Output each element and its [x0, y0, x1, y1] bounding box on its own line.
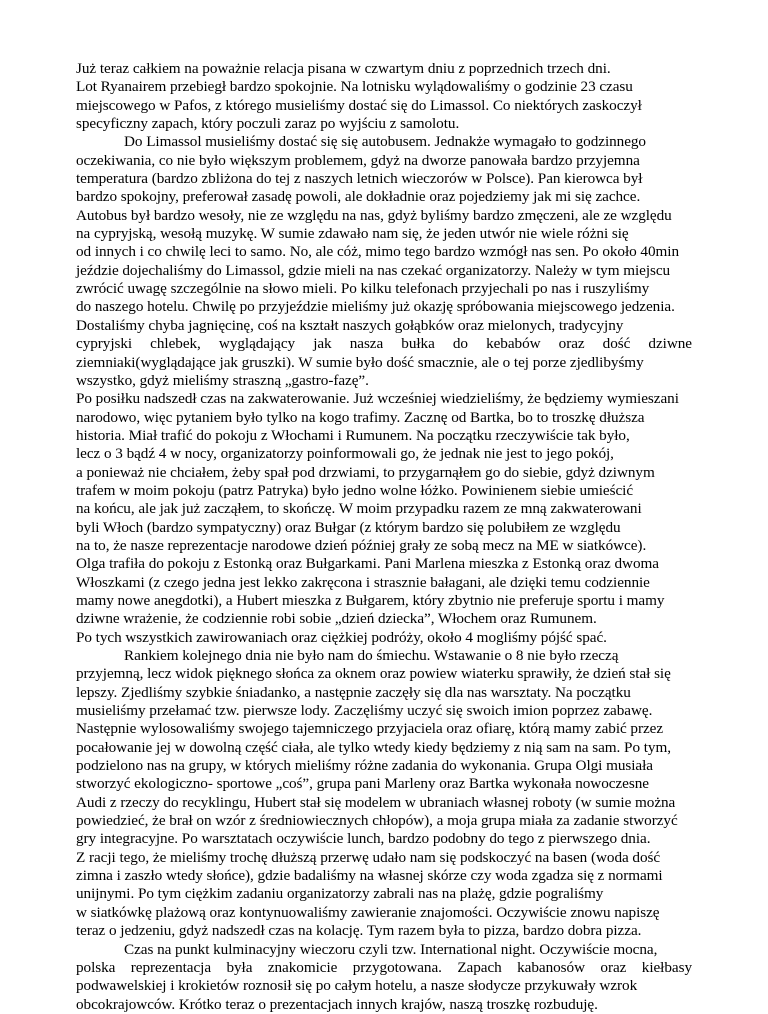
text-line: na to, że nasze reprezentacje narodowe dzień później grały ze sobą mecz na ME w siatkówce).: [76, 536, 647, 554]
text-line: pocałowanie jej w dowolną część ciała, ale tylko wtedy kiedy będziemy z nią sam na sam. Po tym,: [76, 738, 671, 756]
text-line: zimna i zaszło wtedy słońce), gdzie badaliśmy na własnej skórze czy woda zgadza się z normami: [76, 867, 663, 885]
text-line: cypryjski chlebek, wyglądający jak nasza bułka do kebabów oraz dość dziwne: [76, 335, 692, 353]
text-line: teraz o jedzeniu, gdyż nadszedł czas na kolację. Tym razem była to pizza, bardzo dobra pizza.: [76, 922, 642, 940]
text-line: miejscowego w Pafos, z którego musieliśmy dostać się do Limassol. Co niektórych zaskoczył: [76, 96, 642, 114]
text-line: wszystko, gdyż mieliśmy straszną „gastro-fazę”.: [76, 371, 369, 389]
text-line: musieliśmy przełamać tzw. pierwsze lody. Zaczęliśmy uczyć się swoich imion poprzez zabawę.: [76, 702, 653, 720]
text-line: Następnie wylosowaliśmy swojego tajemniczego przyjaciela oraz ofiarę, którą mamy zabić przez: [76, 720, 664, 738]
text-line: Autobus był bardzo wesoły, nie ze względu na nas, gdyż byliśmy bardzo zmęczeni, ale ze względu: [76, 206, 672, 224]
text-line: stworzyć ekologiczno- sportowe „coś”, grupa pani Marleny oraz Bartka wykonała nowoczesne: [76, 775, 649, 793]
document-text: [76, 60, 692, 1014]
text-line: bardzo spokojny, preferował zasadę powoli, ale dokładnie oraz pojedziemy jak mi się zachce.: [76, 188, 641, 206]
text-line: Olga trafiła do pokoju z Estonką oraz Bułgarkami. Pani Marlena mieszka z Estonką oraz dwoma: [76, 555, 659, 573]
text-line: Czas na punkt kulminacyjny wieczoru czyli tzw. International night. Oczywiście mocna,: [124, 940, 658, 958]
text-line: zwrócić uwagę szczególnie na słowo mieli. Po kilku telefonach przyjechali po nas i ruszyliśmy: [76, 280, 650, 298]
text-line: oczekiwania, co nie było większym problemem, gdyż na dworze panowała bardzo przyjemna: [76, 151, 640, 169]
text-line: Do Limassol musieliśmy dostać się się autobusem. Jednakże wymagało to godzinnego: [124, 133, 646, 151]
text-line: dziwne wrażenie, że codziennie robi sobie „dzień dziecka”, Włochem oraz Rumunem.: [76, 610, 597, 628]
text-line: obcokrajowców. Krótko teraz o prezentacjach innych krajów, naszą troszkę rozbuduję.: [76, 995, 598, 1013]
text-line: Rankiem kolejnego dnia nie było nam do śmiechu. Wstawanie o 8 nie było rzeczą: [124, 647, 619, 664]
text-line: Lot Ryanairem przebiegł bardzo spokojnie. Na lotnisku wylądowaliśmy o godzinie 23 czasu: [76, 78, 633, 96]
text-line: a ponieważ nie chciałem, żeby spał pod drzwiami, to przygarnąłem go do siebie, gdyż dziwnym: [76, 463, 655, 481]
text-line: Po posiłku nadszedł czas na zakwaterowanie. Już wcześniej wiedzieliśmy, że będziemy wymieszani: [76, 390, 679, 408]
text-line: na końcu, ale jak już zacząłem, to skończę. W moim przypadku razem ze mną zakwaterowani: [76, 500, 642, 518]
text-line: podzielono nas na grupy, w których mieliśmy różne zadania do wykonania. Grupa Olgi musiała: [76, 757, 653, 775]
text-line: temperatura (bardzo zbliżona do tej z naszych letnich wieczorów w Polsce). Pan kierowca był: [76, 170, 643, 188]
text-line: narodowo, więc pytaniem było tylko na kogo trafimy. Zacznę od Bartka, bo to troszkę dłuższa: [76, 408, 645, 426]
text-line: polska reprezentacja była znakomicie przygotowana. Zapach kabanosów oraz kiełbasy: [76, 958, 692, 976]
text-line: w siatkówkę plażową oraz kontynuowaliśmy zawieranie znajomości. Oczywiście znowu napiszę: [76, 903, 660, 921]
text-line: na cypryjską, wesołą muzykę. W sumie zdawało nam się, że jeden utwór nie wiele różni się: [76, 225, 629, 243]
text-line: Z racji tego, że mieliśmy trochę dłuższą przerwę udało nam się podskoczyć na basen (woda dość: [76, 848, 661, 866]
text-line: lepszy. Zjedliśmy szybkie śniadanko, a następnie zaczęły się dla nas warsztaty. Na początku: [76, 683, 631, 701]
text-line: powiedzieć, że brał on wzór z średniowiecznych chłopów), a moja grupa miała za zadanie stworzyć: [76, 812, 678, 830]
text-line: lecz o 3 bądź 4 w nocy, organizatorzy poinformowali go, że jednak nie jest to jego pokój,: [76, 445, 614, 463]
text-line: Już teraz całkiem na poważnie relacja pisana w czwartym dniu z poprzednich trzech dni.: [76, 60, 611, 77]
text-line: gry integracyjne. Po warsztatach oczywiście lunch, bardzo podobny do tego z pierwszego dnia.: [76, 830, 651, 848]
text-line: Po tych wszystkich zawirowaniach oraz ciężkiej podróży, około 4 mogliśmy pójść spać.: [76, 628, 607, 646]
text-line: mamy nowe anegdotki), a Hubert mieszka z Bułgarem, który zbytnio nie preferuje sportu i mamy: [76, 591, 665, 609]
text-line: jeździe dojechaliśmy do Limassol, gdzie mieli na nas czekać organizatorzy. Należy w tym miejscu: [76, 261, 671, 279]
text-line: ziemniaki(wyglądające jak gruszki). W sumie było dość smacznie, ale o tej porze zjedlibyśmy: [76, 353, 644, 371]
text-line: historia. Miał trafić do pokoju z Włochami i Rumunem. Na początku rzeczywiście tak było,: [76, 426, 630, 444]
text-line: Audi z rzeczy do recyklingu, Hubert stał się modelem w ubraniach własnej roboty (w sumie można: [76, 793, 676, 811]
text-line: przyjemną, lecz widok pięknego słońca za oknem oraz powiew wiaterku sprawiły, że dzień stał się: [76, 665, 671, 683]
text-line: podwawelskiej i krokietów roznosił się po całym hotelu, a nasze słodycze przykuwały wzrok: [76, 977, 638, 995]
text-line: do naszego hotelu. Chwilę po przyjeździe mieliśmy już okazję spróbowania miejscowego jedzenia.: [76, 298, 675, 316]
text-line: specyficzny zapach, który poczuli zaraz po wyjściu z samolotu.: [76, 115, 460, 133]
text-line: od innych i co chwilę leci to samo. No, ale cóż, mimo tego bardzo wzmógł nas sen. Po około 40min: [76, 243, 679, 261]
text-line: Dostaliśmy chyba jagnięcinę, coś na kształt naszych gołąbków oraz mielonych, tradycyjny: [76, 316, 624, 334]
text-line: byli Włoch (bardzo sympatyczny) oraz Bułgar (z którym bardzo się polubiłem ze względu: [76, 518, 621, 536]
text-line: trafem w moim pokoju (patrz Patryka) było jedno wolne łóżko. Powinienem siebie umieścić: [76, 481, 634, 499]
text-line: Włoszkami (z czego jedna jest lekko zakręcona i strasznie bałagani, ale dzięki temu codziennie: [76, 573, 650, 591]
text-line: unijnymi. Po tym ciężkim zadaniu organizatorzy zabrali nas na plażę, gdzie pograliśmy: [76, 885, 604, 903]
